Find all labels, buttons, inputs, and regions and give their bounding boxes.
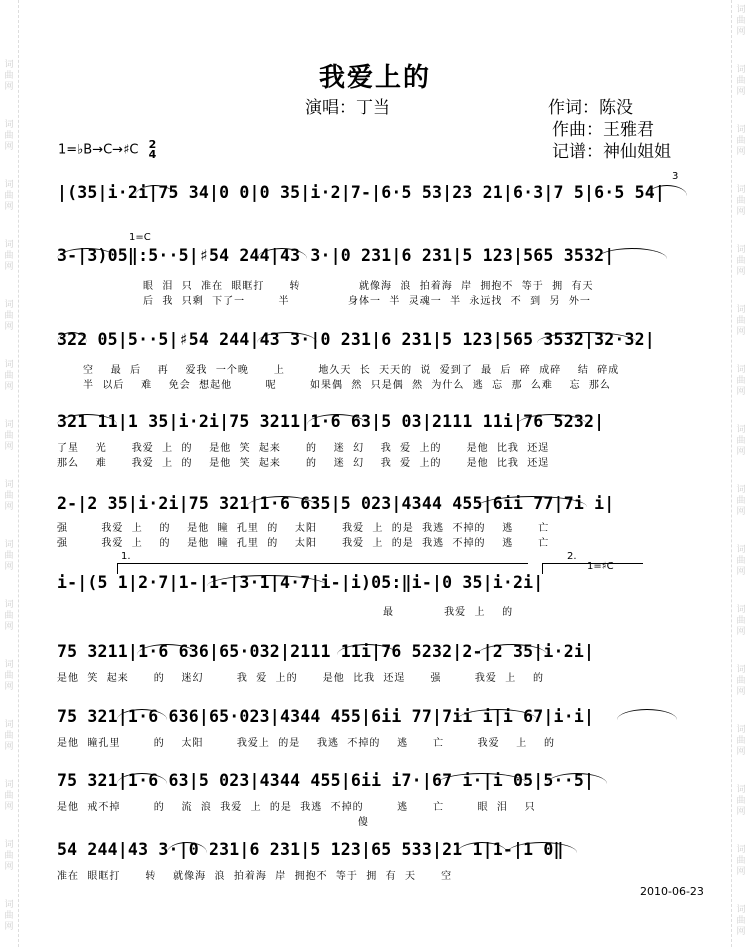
- watermark-text: 词曲网: [736, 125, 746, 157]
- watermark-text: 词曲网: [4, 60, 14, 92]
- watermark-text: 词曲网: [736, 245, 746, 277]
- lyric-line: 是他 瞳孔里 的 太阳 我爱上 的是 我逃 不掉的 逃 亡 我爱 上 的: [57, 738, 556, 749]
- score-system: [57, 494, 705, 554]
- lyric-line: 半 以后 难 免会 想起他 呢 如果偶 然 只是偶 然 为什么 逃 忘 那 么难 忘 那么: [83, 380, 611, 391]
- watermark-text: 词曲网: [4, 300, 14, 332]
- score-system: [57, 707, 705, 752]
- watermark-text: 词曲网: [4, 540, 14, 572]
- watermark-text: 词曲网: [736, 305, 746, 337]
- watermark-text: 词曲网: [4, 120, 14, 152]
- key-signature: [58, 140, 156, 160]
- lyric-line: 空 最 后 再 爱我 一个晚 上 地久天 长 天天的 说 爱到了 最 后 碎 成碎 结 碎成: [83, 365, 620, 376]
- watermark-text: 词曲网: [4, 360, 14, 392]
- score-system: [57, 642, 705, 687]
- watermark-text: 词曲网: [4, 900, 14, 932]
- transcription-date: 2010-06-23: [640, 885, 704, 898]
- transcriber-credit: 记谱：神仙姐姐: [552, 142, 671, 162]
- triplet-mark: 3: [672, 171, 679, 182]
- watermark-text: 词曲网: [736, 5, 746, 37]
- watermark-text: 词曲网: [736, 485, 746, 517]
- notation-line: 54 244|43 3·|0 231|6 231|5 123|65 533|21 1|1-|1 0‖: [57, 840, 564, 859]
- watermark-text: 词曲网: [4, 720, 14, 752]
- watermark-text: 词曲网: [736, 905, 746, 937]
- watermark-column-left: [0, 0, 19, 947]
- watermark-column-right: [731, 0, 750, 947]
- lyric-line: 傻: [57, 817, 369, 828]
- score-system: [57, 840, 705, 885]
- notation-line: 321 11|1 35|i·2i|75 3211|1·6 63|5 03|2111 11i|76 5232|: [57, 412, 605, 431]
- watermark-text: 词曲网: [736, 425, 746, 457]
- lyric-line: 强 我爱 上 的 是他 瞳 孔里 的 太阳 我爱 上 的是 我逃 不掉的 逃 亡: [57, 523, 550, 534]
- watermark-text: 词曲网: [736, 665, 746, 697]
- watermark-text: 词曲网: [4, 840, 14, 872]
- watermark-text: 词曲网: [4, 600, 14, 632]
- watermark-text: 词曲网: [4, 420, 14, 452]
- watermark-text: 词曲网: [736, 605, 746, 637]
- watermark-text: 词曲网: [4, 660, 14, 692]
- time-signature-top: 2: [148, 138, 157, 151]
- notation-line: 75 321|1·6 636|65·023|4344 455|6ii 77|7ii i|i 67|i·i|: [57, 707, 595, 726]
- time-signature: [149, 140, 157, 160]
- lyric-line: 强 我爱 上 的 是他 瞳 孔里 的 太阳 我爱 上 的是 我逃 不掉的 逃 亡: [57, 538, 550, 549]
- watermark-text: 词曲网: [736, 65, 746, 97]
- watermark-text: 词曲网: [4, 480, 14, 512]
- volta-label: 1.: [121, 551, 131, 562]
- notation-line: 3-|3)05‖:5··5|♯54 244|43 3·|0 231|6 231|5 123|565 3532|: [57, 246, 615, 265]
- notation-line: 322 05|5··5|♯54 244|43 3·|0 231|6 231|5 123|565 3532|32·32|: [57, 330, 655, 349]
- lyric-line: 是他 戒不掉 的 流 浪 我爱 上 的是 我逃 不掉的 逃 亡 眼 泪 只: [57, 802, 536, 813]
- score-system: [57, 330, 705, 390]
- watermark-text: 词曲网: [736, 545, 746, 577]
- score-system: [57, 412, 705, 472]
- lyric-line: 那么 难 我爱 上 的 是他 笑 起来 的 迷 幻 我 爱 上的 是他 比我 还逞: [57, 458, 550, 469]
- watermark-text: 词曲网: [4, 780, 14, 812]
- watermark-text: 词曲网: [4, 180, 14, 212]
- key-change-mark: 1=C: [129, 232, 151, 243]
- watermark-text: 词曲网: [736, 785, 746, 817]
- song-title: 我爱上的: [318, 63, 431, 93]
- lyric-line: 后 我 只剩 下了一 半 身体一 半 灵魂一 半 永远找 不 到 另 外一: [143, 296, 591, 307]
- lyric-line: 了星 光 我爱 上 的 是他 笑 起来 的 迷 幻 我 爱 上的 是他 比我 还逞: [57, 443, 550, 454]
- watermark-text: 词曲网: [736, 185, 746, 217]
- watermark-text: 词曲网: [736, 845, 746, 877]
- notation-line: 75 321|1·6 63|5 023|4344 455|6ii i7·|67 i·|i 05|5··5|: [57, 771, 595, 790]
- lyric-line: 眼 泪 只 准在 眼眶打 转 就像海 浪 拍着海 岸 拥抱不 等于 拥 有天: [143, 281, 594, 292]
- score-system: [57, 551, 705, 623]
- watermark-text: 词曲网: [736, 365, 746, 397]
- volta-label: 2.: [567, 551, 577, 562]
- lyric-line: 最 我爱 上 的: [57, 607, 514, 618]
- score-system: [57, 771, 705, 831]
- key-change-text: 1=♭B→C→♯C: [58, 142, 139, 158]
- score-system: [57, 171, 705, 223]
- notation-line: 2-|2 35|i·2i|75 321|1·6 635|5 023|4344 455|6ii 77|7i i|: [57, 494, 615, 513]
- lyricist-credit: 作词：陈没: [548, 98, 633, 118]
- notation-line: 75 3211|1·6 636|65·032|2111 11i|76 5232|2-|2 35|i·2i|: [57, 642, 595, 661]
- key-change-mark: 1=♯C: [587, 561, 614, 572]
- composer-credit: 作曲：王雅君: [552, 120, 654, 140]
- lyric-line: 准在 眼眶打 转 就像海 浪 拍着海 岸 拥抱不 等于 拥 有 天 空: [57, 871, 453, 882]
- watermark-text: 词曲网: [736, 725, 746, 757]
- singer-credit: 演唱：丁当: [305, 98, 390, 118]
- time-signature-bottom: 4: [148, 148, 157, 161]
- notation-line: |(35|i·2i|75 34|0 0|0 35|i·2|7-|6·5 53|23 21|6·3|7 5|6·5 54|: [57, 183, 666, 202]
- lyric-line: 是他 笑 起来 的 迷幻 我 爱 上的 是他 比我 还逞 强 我爱 上 的: [57, 673, 545, 684]
- slur: [617, 709, 677, 720]
- score-system: [57, 232, 705, 307]
- watermark-text: 词曲网: [4, 240, 14, 272]
- notation-line: i-|(5 1|2·7|1-|1-|3·1|4·7|i-|i)05:‖i-|0 35|i·2i|: [57, 573, 544, 592]
